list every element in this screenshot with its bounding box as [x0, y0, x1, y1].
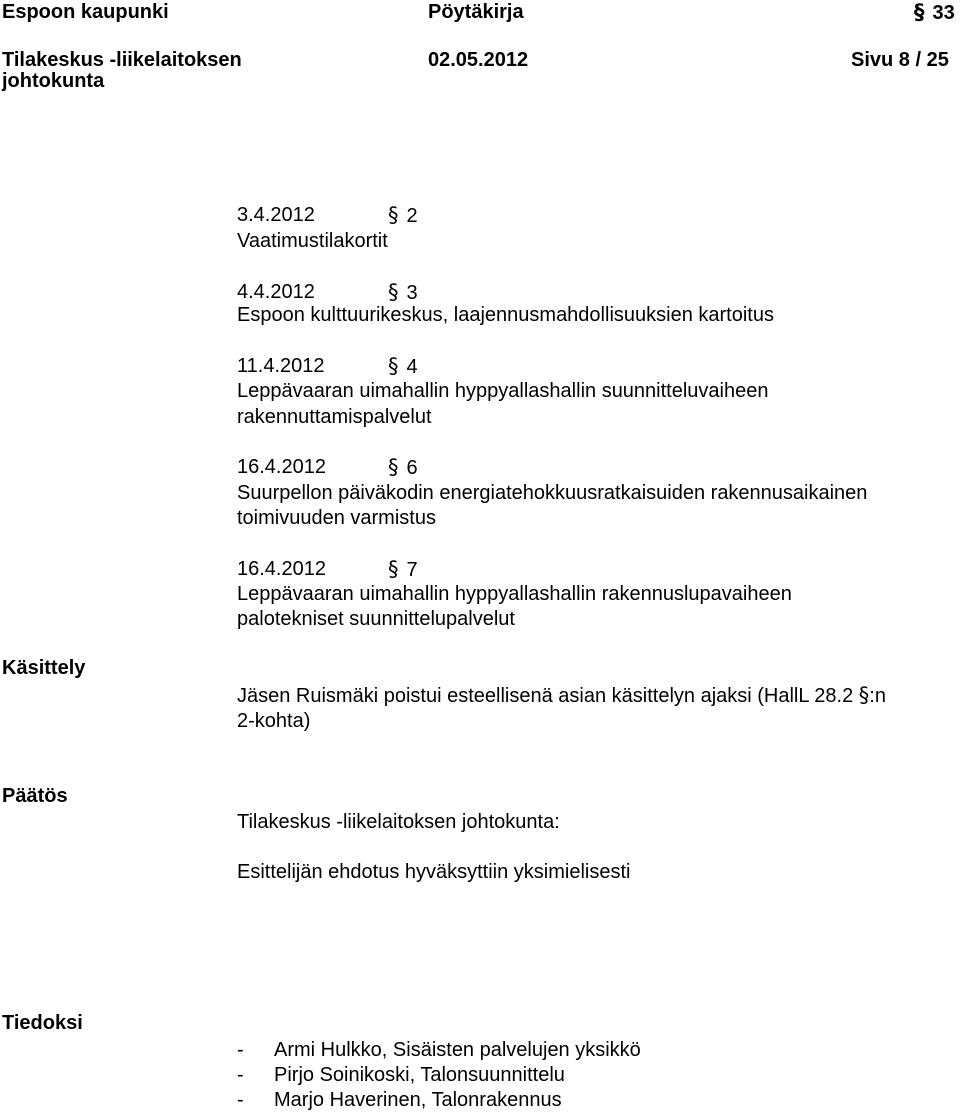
committee-name-line1: Tilakeskus -liikelaitoksen [2, 49, 242, 71]
committee-name-line2: johtokunta [2, 70, 105, 92]
section-sign: § [388, 557, 399, 581]
decision-title-line1: Suurpellon päiväkodin energiatehokkuusratkaisuiden rakennusaikainen [237, 482, 868, 504]
decision-date: 4.4.2012 [237, 281, 315, 303]
kasittely-text-end: :n [869, 685, 886, 707]
decision-title-line1: Leppävaaran uimahallin hyppyallashallin suunnitteluvaiheen [237, 380, 769, 402]
paatos-label: Päätös [2, 785, 68, 807]
paatos-decision: Esittelijän ehdotus hyväksyttiin yksimielisesti [237, 861, 631, 883]
paatos-committee: Tilakeskus -liikelaitoksen johtokunta: [237, 811, 560, 833]
decision-title-line2: palotekniset suunnittelupalvelut [237, 608, 515, 630]
decision-section [388, 203, 418, 228]
decision-section [388, 455, 418, 480]
decision-number: 7 [406, 559, 418, 581]
section-number [914, 0, 955, 25]
recipient: Pirjo Soinikoski, Talonsuunnittelu [274, 1064, 565, 1086]
section-sign: § [858, 683, 870, 707]
kasittely-text-start: Jäsen Ruismäki poistui esteellisenä asian käsittelyn ajaksi (HallL 28.2 [237, 685, 859, 707]
section-sign: § [388, 203, 399, 227]
kasittely-text-line2: 2-kohta) [237, 710, 311, 732]
decision-number: 4 [406, 356, 418, 378]
decision-date: 3.4.2012 [237, 204, 315, 226]
decision-number: 2 [406, 205, 418, 227]
tiedoksi-label: Tiedoksi [2, 1012, 83, 1034]
document-type: Pöytäkirja [428, 1, 524, 23]
decision-title: Espoon kulttuurikeskus, laajennusmahdollisuuksien kartoitus [237, 304, 774, 326]
list-dash: - [237, 1089, 244, 1111]
decision-section [388, 354, 418, 379]
organization-name: Espoon kaupunki [2, 1, 169, 23]
section-sign: § [914, 0, 925, 24]
section-number-value: 33 [932, 2, 955, 24]
section-sign: § [388, 455, 399, 479]
section-sign: § [388, 280, 399, 304]
decision-title-line2: rakennuttamispalvelut [237, 406, 432, 428]
decision-number: 6 [406, 457, 418, 479]
decision-date: 16.4.2012 [237, 558, 326, 580]
list-dash: - [237, 1039, 244, 1061]
decision-title-line2: toimivuuden varmistus [237, 507, 436, 529]
decision-title: Vaatimustilakortit [237, 230, 388, 252]
meeting-date: 02.05.2012 [428, 49, 529, 71]
recipient: Marjo Haverinen, Talonrakennus [274, 1089, 562, 1111]
recipient: Armi Hulkko, Sisäisten palvelujen yksikkö [274, 1039, 641, 1061]
kasittely-label: Käsittely [2, 657, 86, 679]
decision-title-line1: Leppävaaran uimahallin hyppyallashallin rakennuslupavaiheen [237, 583, 792, 605]
list-dash: - [237, 1064, 244, 1086]
kasittely-text-line1 [237, 683, 886, 708]
section-sign: § [388, 354, 399, 378]
decision-section [388, 557, 418, 582]
page-number: Sivu 8 / 25 [851, 49, 949, 71]
decision-section [388, 280, 418, 305]
decision-number: 3 [406, 282, 418, 304]
decision-date: 11.4.2012 [237, 355, 325, 377]
decision-date: 16.4.2012 [237, 456, 326, 478]
